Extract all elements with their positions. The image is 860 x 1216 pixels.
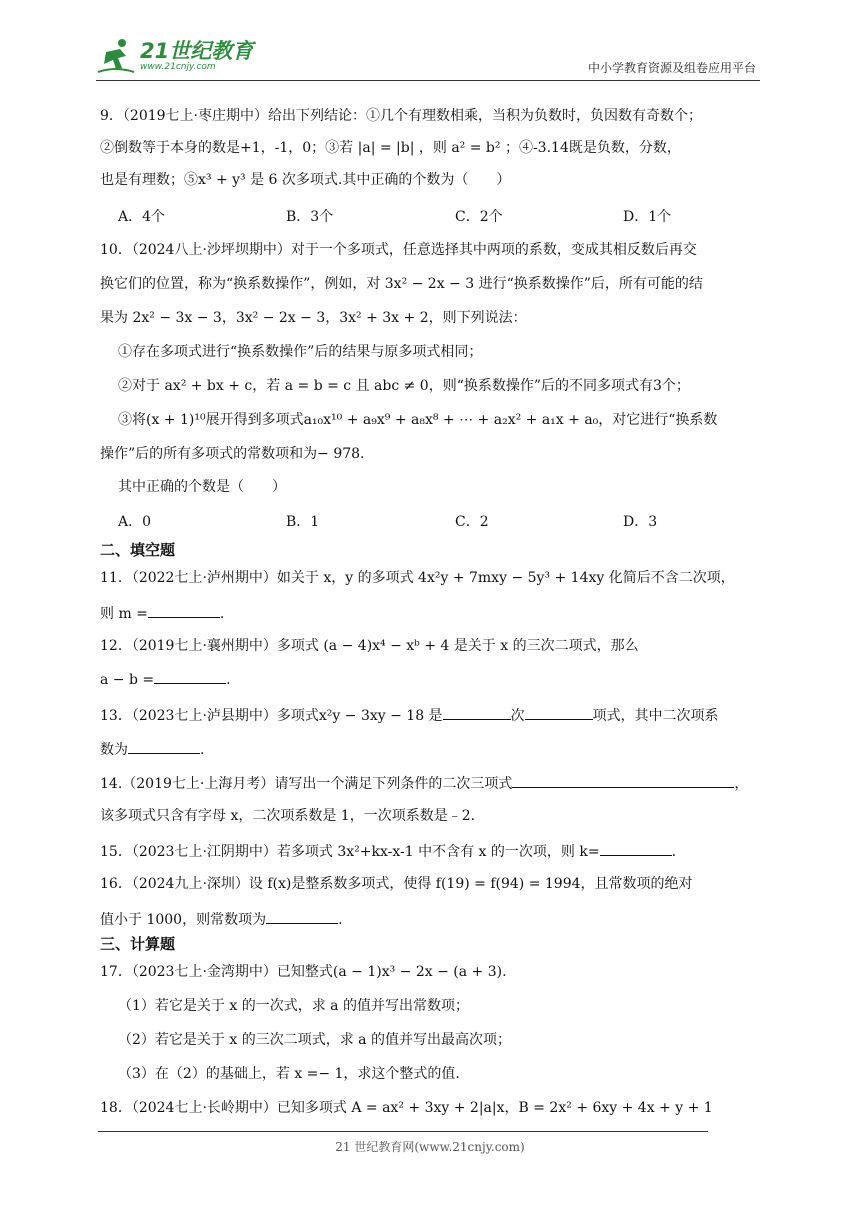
- q13-prefix2: 数为: [100, 742, 128, 758]
- q13-coef-blank[interactable]: [128, 738, 200, 754]
- q15-line1: [100, 840, 676, 862]
- q13-terms-blank[interactable]: [525, 704, 593, 720]
- q10-line1: 10．（2024八上·沙坪坝期中）对于一个多项式，任意选择其中两项的系数，变成其相反数后再交: [100, 242, 697, 258]
- q13-line1: [100, 704, 719, 726]
- q16-line1: 16．（2024九上·深圳）设 f(x)是整系数多项式，使得 f(19) = f(94) = 1994，且常数项的绝对: [100, 876, 693, 892]
- q12-prefix: a − b =: [100, 672, 155, 688]
- q13-rest: 项式，其中二次项系: [592, 708, 719, 724]
- q14-answer-blank[interactable]: [512, 772, 734, 788]
- q10-option-b: B．1: [286, 514, 320, 530]
- q16-line2: [100, 908, 343, 930]
- q18-line1: 18．（2024七上·长岭期中）已知多项式 A = ax² + 3xy + 2|a|x，B = 2x² + 6xy + 4x + y + 1: [100, 1100, 713, 1116]
- q12-answer-blank[interactable]: [154, 668, 226, 684]
- q14-line1: [100, 772, 748, 794]
- q10-line6: ③将(x + 1)¹⁰展开得到多项式a₁₀x¹⁰ + a₉x⁹ + a₈x⁸ + ⋯ + a₂x² + a₁x + a₀，对它进行“换系数: [118, 412, 718, 428]
- q9-option-d: D．1个: [623, 209, 672, 225]
- q14-prefix: 14.（2019七上·上海月考）请写出一个满足下列条件的二次三项式: [100, 776, 513, 792]
- site-logo: [96, 34, 253, 78]
- q9-option-b: B．3个: [286, 209, 334, 225]
- q14-suffix: ，: [734, 776, 749, 792]
- q10-line2: 换它们的位置，称为“换系数操作”，例如，对 3x² − 2x − 3 进行“换系数操作”后，所有可能的结: [100, 276, 703, 292]
- q15-prefix: 15．（2023七上·江阴期中）若多项式 3x²+kx-x-1 中不含有 x 的一次项，则 k=: [100, 844, 600, 860]
- q12-line1: 12．（2019七上·襄州期中）多项式 (a − 4)x⁴ − xᵇ + 4 是关于 x 的三次二项式，那么: [100, 638, 639, 654]
- q16-answer-blank[interactable]: [266, 908, 338, 924]
- q9-line2: ②倒数等于本身的数是+1，-1，0；③若 |a| = |b| ，则 a² = b² ；④-3.14既是负数，分数，: [100, 140, 681, 156]
- q17-part1: （1）若它是关于 x 的一次式，求 a 的值并写出常数项；: [118, 998, 469, 1014]
- q9-option-a: A．4个: [118, 209, 166, 225]
- q11-prefix: 则 m =: [100, 606, 148, 622]
- q16-suffix: .: [338, 912, 343, 928]
- q10-option-d: D．3: [623, 514, 658, 530]
- q10-line8: 其中正确的个数是（ ）: [118, 479, 286, 495]
- logo-url: www.21cnjy.com: [140, 62, 216, 72]
- q12-line2: [100, 668, 231, 690]
- q9-option-c: C．2个: [455, 209, 503, 225]
- q14-line2: 该多项式只含有字母 x，二次项系数是 1，一次项系数是﹣2.: [100, 808, 476, 824]
- q11-suffix: .: [219, 606, 225, 622]
- q17-part2: （2）若它是关于 x 的三次二项式，求 a 的值并写出最高次项；: [118, 1032, 511, 1048]
- section-title-calculation: 三、计算题: [100, 935, 176, 953]
- q13-suffix: .: [200, 742, 205, 758]
- q13-prefix: 13．（2023七上·泸县期中）多项式x²y − 3xy − 18 是: [100, 708, 443, 724]
- q10-line5: ②对于 ax² + bx + c，若 a = b = c 且 abc ≠ 0，则“换系数操作”后的不同多项式有3个；: [118, 378, 690, 394]
- q15-answer-blank[interactable]: [600, 840, 672, 856]
- q10-option-a: A．0: [118, 514, 152, 530]
- q10-line3: 果为 2x² − 3x − 3，3x² − 2x − 3，3x² + 3x + 2，则下列说法：: [100, 310, 527, 326]
- section-title-fill-blank: 二、填空题: [100, 541, 176, 559]
- q10-line7: 操作”后的所有多项式的常数项和为− 978.: [100, 446, 365, 462]
- q15-suffix: .: [671, 844, 677, 860]
- q9-line3: 也是有理数；⑤x³ + y³ 是 6 次多项式.其中正确的个数为（ ）: [100, 172, 511, 188]
- footer-divider: [98, 1131, 708, 1132]
- q16-prefix: 值小于 1000，则常数项为: [100, 912, 267, 928]
- q13-mid: 次: [510, 708, 525, 724]
- q11-line2: [100, 602, 224, 624]
- q17-line1: 17．（2023七上·金湾期中）已知整式(a − 1)x³ − 2x − (a + 3).: [100, 964, 507, 980]
- q13-degree-blank[interactable]: [443, 704, 511, 720]
- q17-part3: （3）在（2）的基础上，若 x =− 1，求这个整式的值.: [118, 1066, 460, 1082]
- q10-option-c: C．2: [455, 514, 489, 530]
- q11-answer-blank[interactable]: [148, 602, 220, 618]
- page-footer: 21 世纪教育网(www.21cnjy.com): [335, 1140, 525, 1154]
- q9-line1: 9．（2019七上·枣庄期中）给出下列结论：①几个有理数相乘，当积为负数时，负因数有奇数个；: [100, 108, 702, 124]
- logo-title: 21世纪教育: [140, 39, 254, 63]
- platform-name: 中小学教育资源及组卷应用平台: [587, 61, 756, 75]
- q13-line2: [100, 738, 204, 760]
- q10-line4: ①存在多项式进行“换系数操作”后的结果与原多项式相同；: [118, 344, 483, 360]
- q11-line1: 11．（2022七上·泸州期中）如关于 x，y 的多项式 4x²y + 7mxy − 5y³ + 14xy 化简后不含二次项，: [100, 570, 735, 586]
- page-header: [96, 34, 760, 81]
- q12-suffix: .: [226, 672, 231, 688]
- runner-logo-icon: [96, 36, 136, 76]
